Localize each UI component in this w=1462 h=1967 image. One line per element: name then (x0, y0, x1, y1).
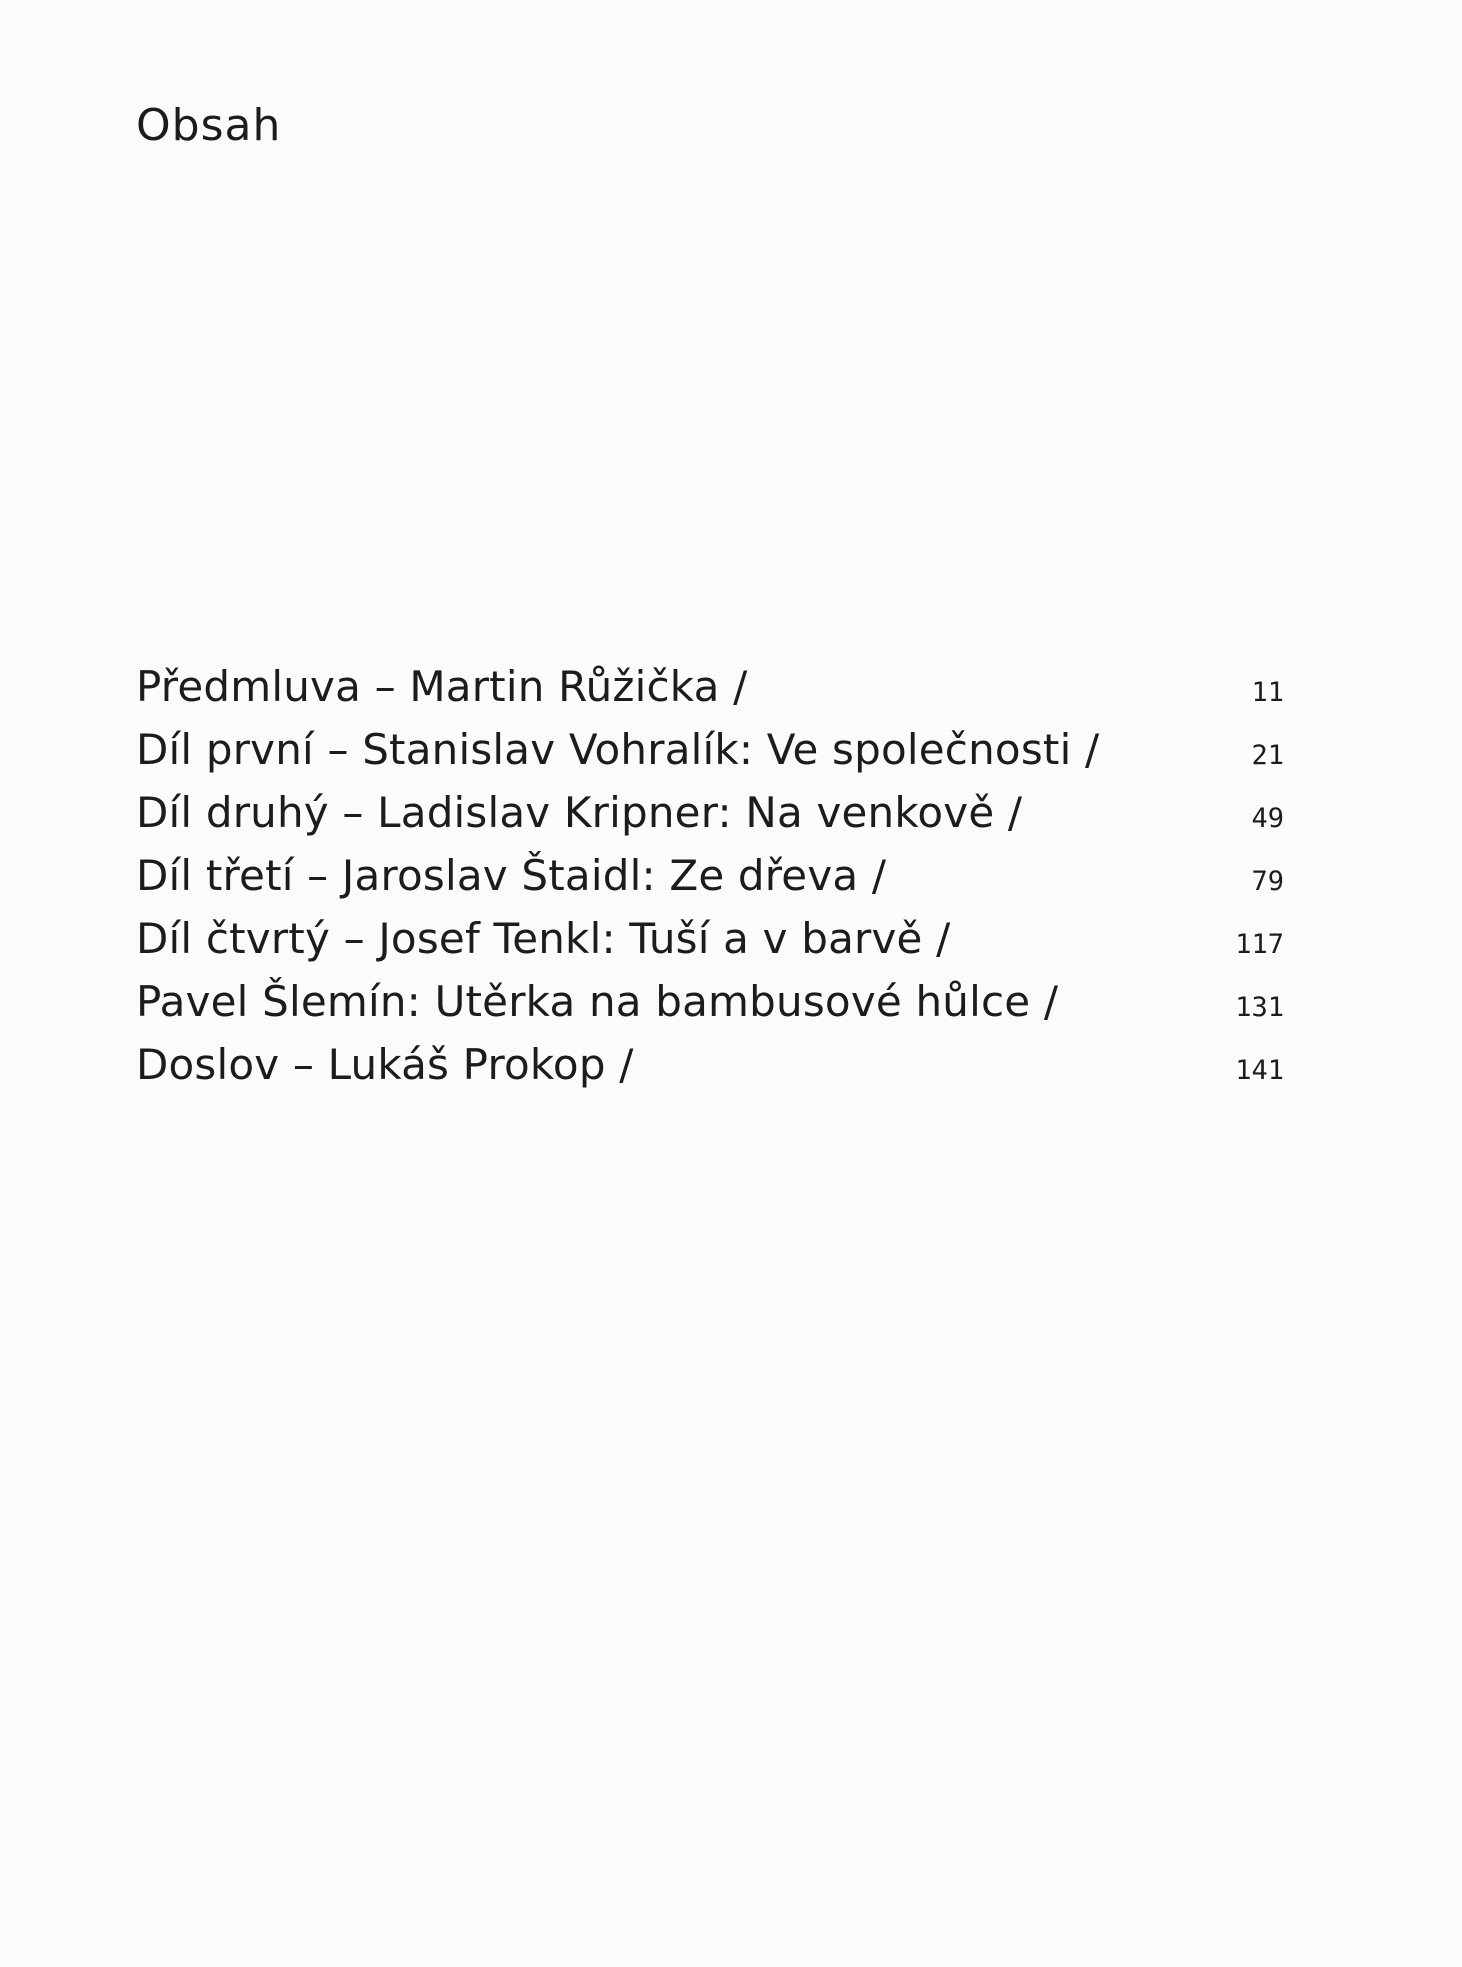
toc-entry-title: Doslov – Lukáš Prokop / (136, 1040, 634, 1089)
toc-entry-page-number: 79 (1251, 866, 1284, 897)
toc-entry-title: Pavel Šlemín: Utěrka na bambusové hůlce / (136, 977, 1059, 1026)
toc-entry-title: Díl třetí – Jaroslav Štaidl: Ze dřeva / (136, 851, 887, 900)
toc-entry-page-number: 141 (1235, 1055, 1284, 1086)
table-of-contents (136, 655, 1284, 1096)
toc-entry (136, 781, 1284, 844)
toc-entry-title: Díl čtvrtý – Josef Tenkl: Tuší a v barvě / (136, 914, 951, 963)
toc-entry-page-number: 117 (1235, 929, 1284, 960)
toc-entry-page-number: 49 (1251, 803, 1284, 834)
toc-entry (136, 907, 1284, 970)
toc-entry-title: Díl první – Stanislav Vohralík: Ve společnosti / (136, 725, 1100, 774)
toc-entry (136, 718, 1284, 781)
toc-entry-title: Díl druhý – Ladislav Kripner: Na venkově / (136, 788, 1023, 837)
toc-entry (136, 970, 1284, 1033)
toc-entry (136, 655, 1284, 718)
toc-entry-page-number: 11 (1251, 677, 1284, 708)
toc-entry (136, 844, 1284, 907)
toc-entry-page-number: 131 (1235, 992, 1284, 1023)
toc-entry-page-number: 21 (1251, 740, 1284, 771)
toc-entry-title: Předmluva – Martin Růžička / (136, 662, 748, 711)
toc-entry (136, 1033, 1284, 1096)
page-title: Obsah (136, 100, 282, 151)
